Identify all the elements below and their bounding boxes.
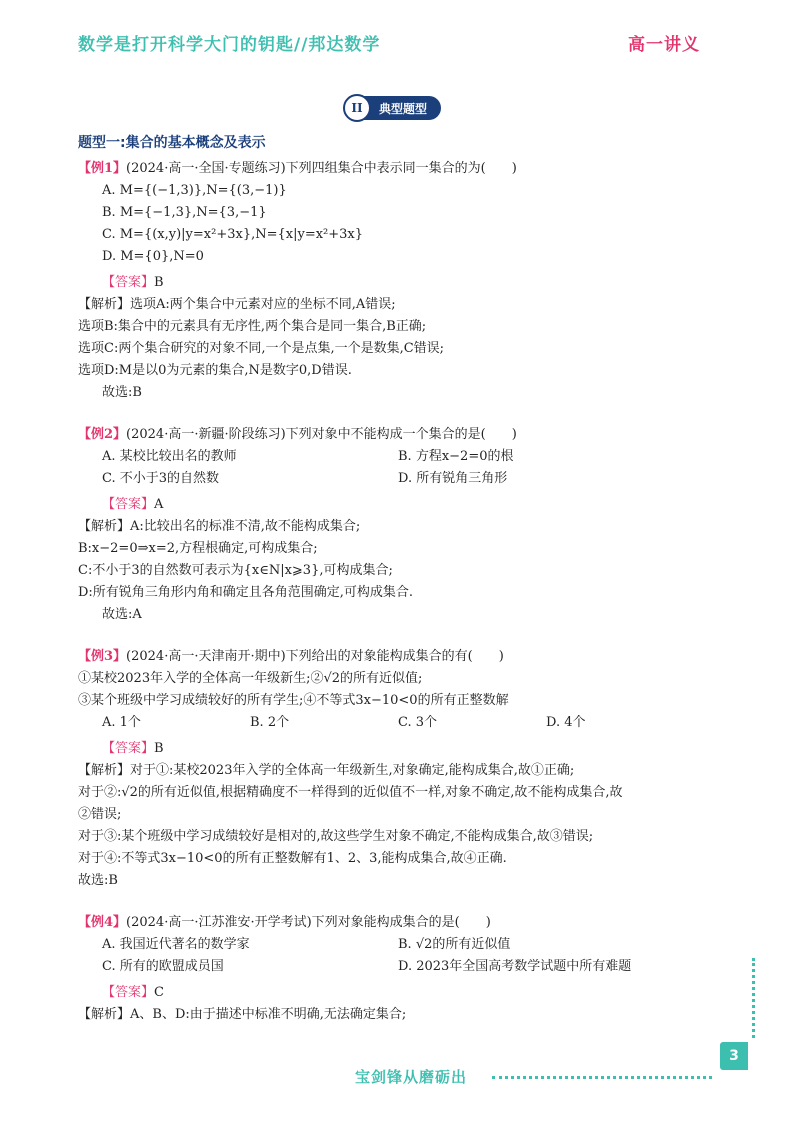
decorative-dots xyxy=(752,958,758,1038)
option-d: D. 4个 xyxy=(546,715,586,730)
question-text: (2024·高一·天津南开·期中)下列给出的对象能构成集合的有( ) xyxy=(126,649,504,664)
option-c: C. 3个 xyxy=(398,715,438,730)
question-text: (2024·高一·全国·专题练习)下列四组集合中表示同一集合的为( ) xyxy=(126,161,517,176)
answer xyxy=(78,272,718,294)
question-1 xyxy=(78,158,718,180)
example-2 xyxy=(78,424,718,626)
options xyxy=(78,934,718,978)
example-4 xyxy=(78,912,718,1026)
options xyxy=(78,446,718,490)
example-1 xyxy=(78,158,718,404)
option-c: C. 所有的欧盟成员国 xyxy=(102,959,224,974)
footer-motto: 宝剑锋从磨砺出 xyxy=(355,1068,468,1086)
example-tag: 【例1】 xyxy=(78,161,127,176)
option-a: A. M={(−1,3)},N={(3,−1)} xyxy=(102,183,287,198)
question-item-line: ①某校2023年入学的全体高一年级新生;②√2的所有近似值; xyxy=(78,671,423,686)
option-b: B. M={−1,3},N={3,−1} xyxy=(102,205,267,220)
header-slogan: 数学是打开科学大门的钥匙//邦达数学 xyxy=(78,35,381,55)
option-c: C. 不小于3的自然数 xyxy=(102,471,220,486)
example-tag: 【例4】 xyxy=(78,915,127,930)
answer-label: 【答案】 xyxy=(102,741,155,756)
option-b: B. 2个 xyxy=(250,715,290,730)
explanation-line: B:x−2=0⇒x=2,方程根确定,可构成集合; xyxy=(78,541,318,556)
explanation-line: 对于④:不等式3x−10<0的所有正整数解有1、2、3,能构成集合,故④正确. xyxy=(78,851,507,866)
option-b: B. √2的所有近似值 xyxy=(398,937,511,952)
explanation-line: 对于③:某个班级中学习成绩较好是相对的,故这些学生对象不确定,不能构成集合,故③错误; xyxy=(78,829,594,844)
explanation-line: 选项B:集合中的元素具有无序性,两个集合是同一集合,B正确; xyxy=(78,319,427,334)
option-d: D. 2023年全国高考数学试题中所有难题 xyxy=(398,959,632,974)
option-a: A. 1个 xyxy=(102,715,141,730)
explanation-line: D:所有锐角三角形内角和确定且各角范围确定,可构成集合. xyxy=(78,585,414,600)
footer-dots xyxy=(492,1076,712,1079)
section-badge xyxy=(343,94,441,122)
explanation-line: 对于②:√2的所有近似值,根据精确度不一样得到的近似值不一样,对象不确定,故不能构成集合,故 xyxy=(78,785,623,800)
answer-value: B xyxy=(154,741,164,756)
answer-label: 【答案】 xyxy=(102,275,155,290)
question-item-line: ③某个班级中学习成绩较好的所有学生;④不等式3x−10<0的所有正整数解 xyxy=(78,693,509,708)
answer-label: 【答案】 xyxy=(102,985,155,1000)
option-b: B. 方程x−2=0的根 xyxy=(398,449,514,464)
type-heading: 题型一:集合的基本概念及表示 xyxy=(78,135,266,151)
answer-value: C xyxy=(154,985,164,1000)
header-course: 高一讲义 xyxy=(628,35,700,55)
question-2 xyxy=(78,424,718,446)
options xyxy=(78,712,718,734)
question-3 xyxy=(78,646,718,668)
option-a: A. 我国近代著名的数学家 xyxy=(102,937,250,952)
explanation-line: 故选:B xyxy=(78,873,118,888)
question-4 xyxy=(78,912,718,934)
explanation-line: 【解析】对于①:某校2023年入学的全体高一年级新生,对象确定,能构成集合,故①正确; xyxy=(78,763,575,778)
option-c: C. M={(x,y)|y=x²+3x},N={x|y=x²+3x} xyxy=(102,227,364,242)
question-text: (2024·高一·江苏淮安·开学考试)下列对象能构成集合的是( ) xyxy=(126,915,491,930)
answer xyxy=(78,494,718,516)
content xyxy=(78,132,718,1026)
example-tag: 【例3】 xyxy=(78,649,127,664)
answer xyxy=(78,982,718,1004)
answer-value: B xyxy=(154,275,164,290)
option-d: D. M={0},N=0 xyxy=(102,249,204,264)
explanation-line: 【解析】A、B、D:由于描述中标准不明确,无法确定集合; xyxy=(78,1007,407,1022)
explanation-line: 【解析】A:比较出名的标准不清,故不能构成集合; xyxy=(78,519,361,534)
page-number: 3 xyxy=(720,1042,748,1070)
option-a: A. 某校比较出名的教师 xyxy=(102,449,237,464)
question-text: (2024·高一·新疆·阶段练习)下列对象中不能构成一个集合的是( ) xyxy=(126,427,517,442)
answer xyxy=(78,738,718,760)
explanation-line: 选项D:M是以0为元素的集合,N是数字0,D错误. xyxy=(78,363,352,378)
option-d: D. 所有锐角三角形 xyxy=(398,471,508,486)
section-title: 典型题型 xyxy=(361,96,441,120)
explanation-line: 故选:B xyxy=(102,385,142,400)
explanation-line: 选项C:两个集合研究的对象不同,一个是点集,一个是数集,C错误; xyxy=(78,341,445,356)
page-header xyxy=(0,22,794,62)
explanation-line: 故选:A xyxy=(102,607,142,622)
explanation-line: 【解析】选项A:两个集合中元素对应的坐标不同,A错误; xyxy=(78,297,396,312)
answer-value: A xyxy=(154,497,164,512)
answer-label: 【答案】 xyxy=(102,497,155,512)
example-tag: 【例2】 xyxy=(78,427,127,442)
explanation-line: C:不小于3的自然数可表示为{x∈N|x⩾3},可构成集合; xyxy=(78,563,393,578)
example-3 xyxy=(78,646,718,892)
explanation-line: ②错误; xyxy=(78,807,122,822)
section-number: II xyxy=(343,94,371,122)
